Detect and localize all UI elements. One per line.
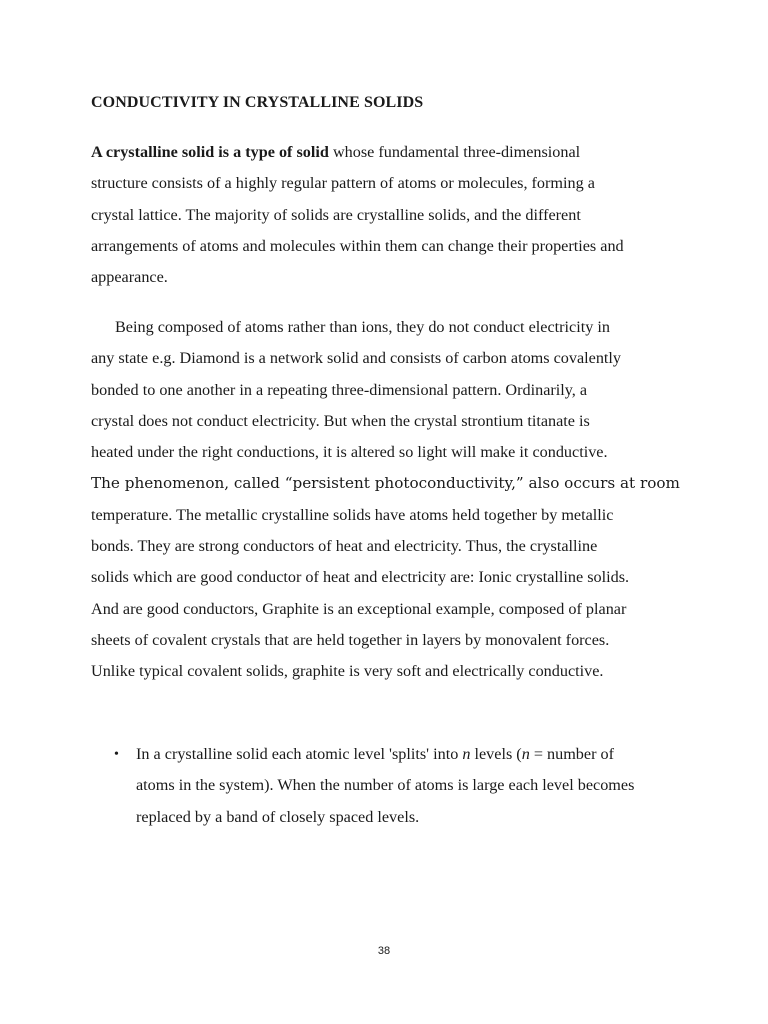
paragraph-line: heated under the right conductions, it is altered so light will make it conductive. — [91, 443, 608, 462]
paragraph-line: crystal lattice. The majority of solids are crystalline solids, and the different — [91, 205, 581, 224]
paragraph-line: Being composed of atoms rather than ions, they do not conduct electricity in — [115, 318, 610, 336]
line-text: levels ( — [470, 745, 522, 763]
paragraph-line — [91, 137, 691, 168]
list-item-line: replaced by a band of closely spaced levels. — [136, 807, 420, 826]
paragraph-line: The phenomenon, called “persistent photoconductivity,” also occurs at room — [91, 474, 680, 493]
page-number: 38 — [377, 945, 391, 957]
variable-n: n — [521, 745, 530, 763]
paragraph-crystalline-definition — [91, 137, 691, 293]
paragraph-line: any state e.g. Diamond is a network solid and consists of carbon atoms covalently — [91, 349, 622, 368]
paragraph-line: And are good conductors, Graphite is an exceptional example, composed of planar — [91, 599, 627, 618]
paragraph-line: crystal does not conduct electricity. But when the crystal strontium titanate is — [91, 411, 590, 430]
line-text: whose fundamental three-dimensional — [328, 143, 581, 161]
section-heading: CONDUCTIVITY IN CRYSTALLINE SOLIDS — [91, 94, 424, 111]
paragraph-line: sheets of covalent crystals that are held together in layers by monovalent forces. — [91, 630, 610, 649]
list-item-line — [136, 739, 696, 770]
paragraph-line: bonded to one another in a repeating three-dimensional pattern. Ordinarily, a — [91, 380, 588, 399]
list-item — [114, 739, 696, 833]
line-text: In a crystalline solid each atomic level 'splits' into — [136, 745, 463, 763]
paragraph-line: solids which are good conductor of heat and electricity are: Ionic crystalline solids. — [91, 568, 630, 587]
bold-lead-phrase: A crystalline solid is a type of solid — [91, 143, 329, 161]
paragraph-conductivity — [91, 312, 691, 688]
paragraph-line: structure consists of a highly regular pattern of atoms or molecules, forming a — [91, 174, 595, 193]
paragraph-line: bonds. They are strong conductors of heat and electricity. Thus, the crystalline — [91, 537, 598, 556]
paragraph-line: appearance. — [91, 268, 168, 287]
paragraph-line: Unlike typical covalent solids, graphite is very soft and electrically conductive. — [91, 662, 604, 681]
paragraph-line: arrangements of atoms and molecules within them can change their properties and — [91, 236, 624, 255]
list-item-line: atoms in the system). When the number of atoms is large each level becomes — [136, 776, 635, 795]
bullet-list — [114, 739, 696, 833]
variable-n: n — [462, 745, 471, 763]
line-text: = number of — [529, 745, 614, 763]
paragraph-line: temperature. The metallic crystalline solids have atoms held together by metallic — [91, 505, 614, 524]
bullet-marker: • — [114, 747, 119, 762]
